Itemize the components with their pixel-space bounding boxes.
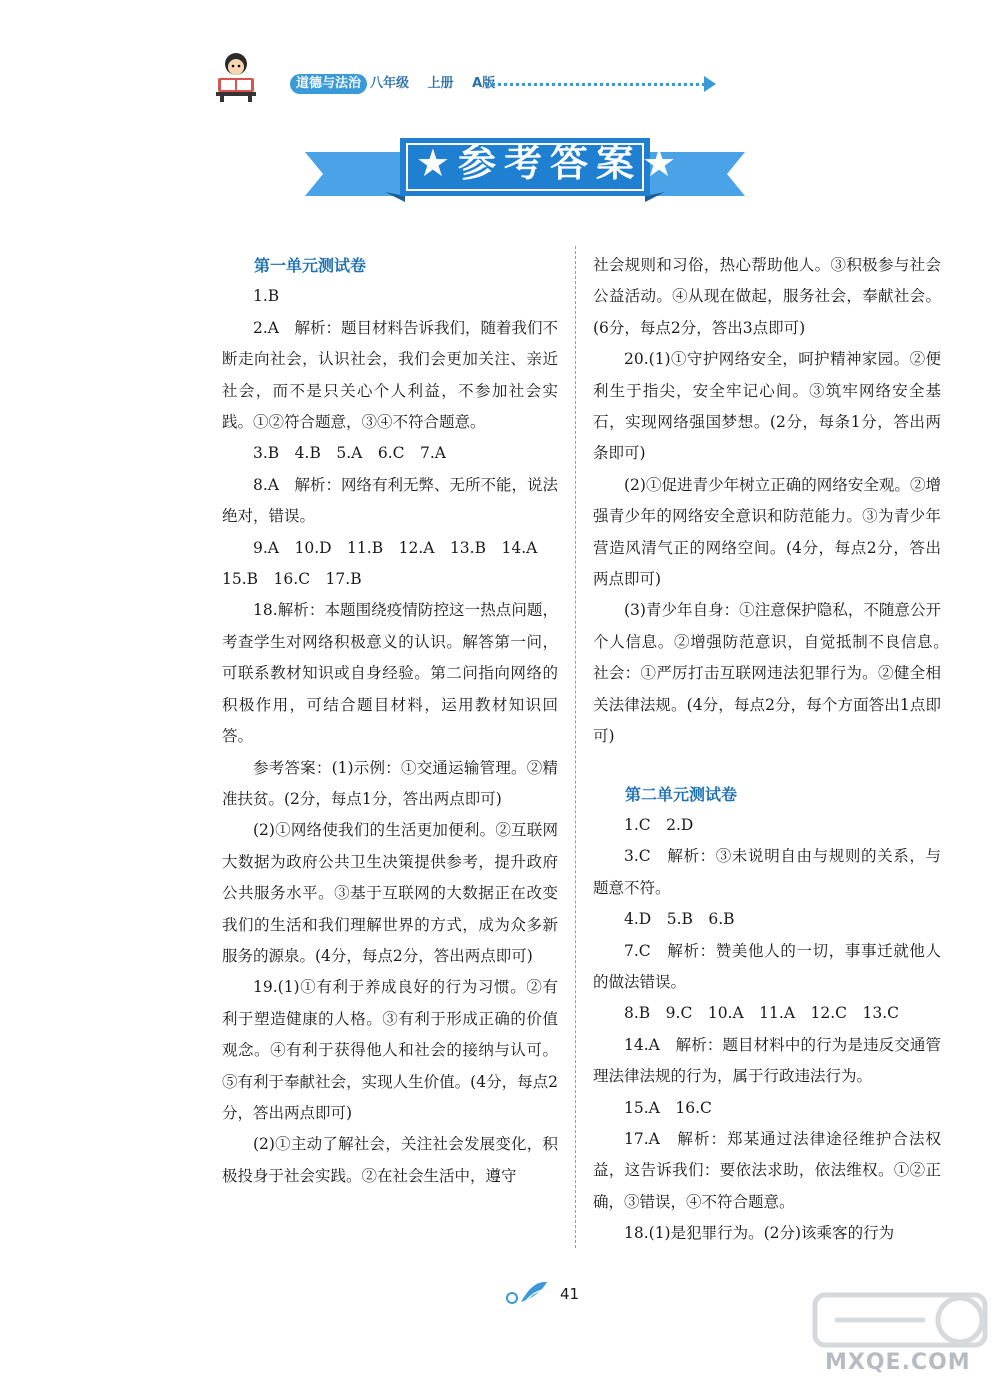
page-number: 41: [560, 1285, 580, 1303]
arrow-right-icon: [704, 76, 716, 92]
answer-paragraph: 14.A 解析：题目材料中的行为是违反交通管理法律法规的行为，属于行政违法行为。: [593, 1035, 941, 1086]
answer-paragraph: 15.A 16.C: [624, 1098, 712, 1117]
answer-paragraph: 20.(1)①守护网络安全，呵护精神家园。②便利生于指尖，安全牢记心间。③筑牢网络安全基石，实现网络强国梦想。(2分，每条1分，答出两条即可): [593, 350, 941, 463]
mascot-reading-icon: [212, 50, 260, 102]
answer-paragraph: 8.A 解析：网络有利无弊、无所不能，说法绝对，错误。: [222, 475, 558, 526]
answer-paragraph: (2)①网络使我们的生活更加便利。②互联网大数据为政府公共卫生决策提供参考，提升政府公共服务水平。③基于互联网的大数据正在改变我们的生活和我们理解世界的方式，成为众多新服务的源泉。(4分，每点2分，答出两点即可): [222, 821, 558, 965]
answer-paragraph: 1.C 2.D: [624, 815, 694, 834]
answer-paragraph: 7.C 解析：赞美他人的一切，事事迁就他人的做法错误。: [593, 941, 941, 991]
answer-paragraph: (2)①促进青少年树立正确的网络安全观。②增强青少年的网络安全意识和防范能力。③为青少年营造风清气正的网络空间。(4分，每点2分，答出两点即可): [593, 475, 941, 589]
answer-paragraph: 4.D 5.B 6.B: [624, 910, 735, 929]
right-column: [593, 250, 957, 1250]
header-dotted-line: [485, 83, 705, 86]
answer-paragraph: 2.A 解析：题目材料告诉我们，随着我们不断走向社会，认识社会，我们会更加关注、亲近社会，而不是只关心个人利益，不参加社会实践。①②符合题意，③④不符合题意。: [222, 318, 558, 432]
answer-paragraph: 社会规则和习俗，热心帮助他人。③积极参与社会公益活动。④从现在做起，服务社会，奉献社会。(6分，每点2分，答出3点即可): [593, 256, 941, 337]
edition-label: A版: [472, 76, 496, 91]
grade-label: 八年级: [370, 76, 410, 91]
answer-paragraph: 参考答案：(1)示例：①交通运输管理。②精准扶贫。(2分，每点1分，答出两点即可): [222, 758, 558, 808]
subject-badge: 道德与法治: [290, 74, 367, 94]
answer-paragraph: 15.B 16.C 17.B: [222, 570, 362, 589]
section-title-unit-2: 第二单元测试卷: [625, 784, 738, 804]
leaf-ornament-icon: [503, 1278, 553, 1308]
answer-paragraph: 1.B: [253, 287, 280, 306]
watermark-text: MXQE.COM: [825, 1350, 971, 1375]
column-divider: [575, 246, 576, 1248]
page-title: ★参考答案★: [415, 141, 685, 185]
left-column: [222, 250, 558, 1192]
answer-paragraph: 3.C 解析：③未说明自由与规则的关系，与题意不符。: [593, 847, 941, 897]
answer-paragraph: 18.(1)是犯罪行为。(2分)该乘客的行为: [624, 1224, 895, 1243]
answer-paragraph: 19.(1)①有利于养成良好的行为习惯。②有利于塑造健康的人格。③有利于形成正确的价值观念。④有利于获得他人和社会的接纳与认可。⑤有利于奉献社会，实现人生价值。(4分，每点2分，答出两点即可): [222, 978, 558, 1122]
answer-paragraph: (2)①主动了解社会，关注社会发展变化，积极投身于社会实践。②在社会生活中，遵守: [222, 1135, 558, 1185]
section-title-unit-1: 第一单元测试卷: [254, 256, 367, 275]
answer-paragraph: 18.解析：本题围绕疫情防控这一热点问题，考查学生对网络积极意义的认识。解答第一问，可联系教材知识或自身经验。第二问指向网络的积极作用，可结合题目材料，运用教材知识回答。: [222, 601, 558, 746]
answer-paragraph: 3.B 4.B 5.A 6.C 7.A: [253, 444, 446, 463]
answer-paragraph: 17.A 解析：郑某通过法律途径维护合法权益，这告诉我们：要依法求助，依法维权。①②正确，③错误，④不符合题意。: [593, 1129, 941, 1211]
page-header: [0, 0, 1000, 120]
answer-paragraph: (3)青少年自身：①注意保护隐私，不随意公开个人信息。②增强防范意识，自觉抵制不良信息。 社会：①严厉打击互联网违法犯罪行为。②健全相关法律法规。(4分，每点2分，每个方面答出1点即可): [593, 601, 957, 746]
answer-paragraph: 9.A 10.D 11.B 12.A 13.B 14.A: [253, 538, 538, 557]
volume-label: 上册: [427, 76, 454, 91]
answer-paragraph: 8.B 9.C 10.A 11.A 12.C 13.C: [624, 1004, 900, 1023]
